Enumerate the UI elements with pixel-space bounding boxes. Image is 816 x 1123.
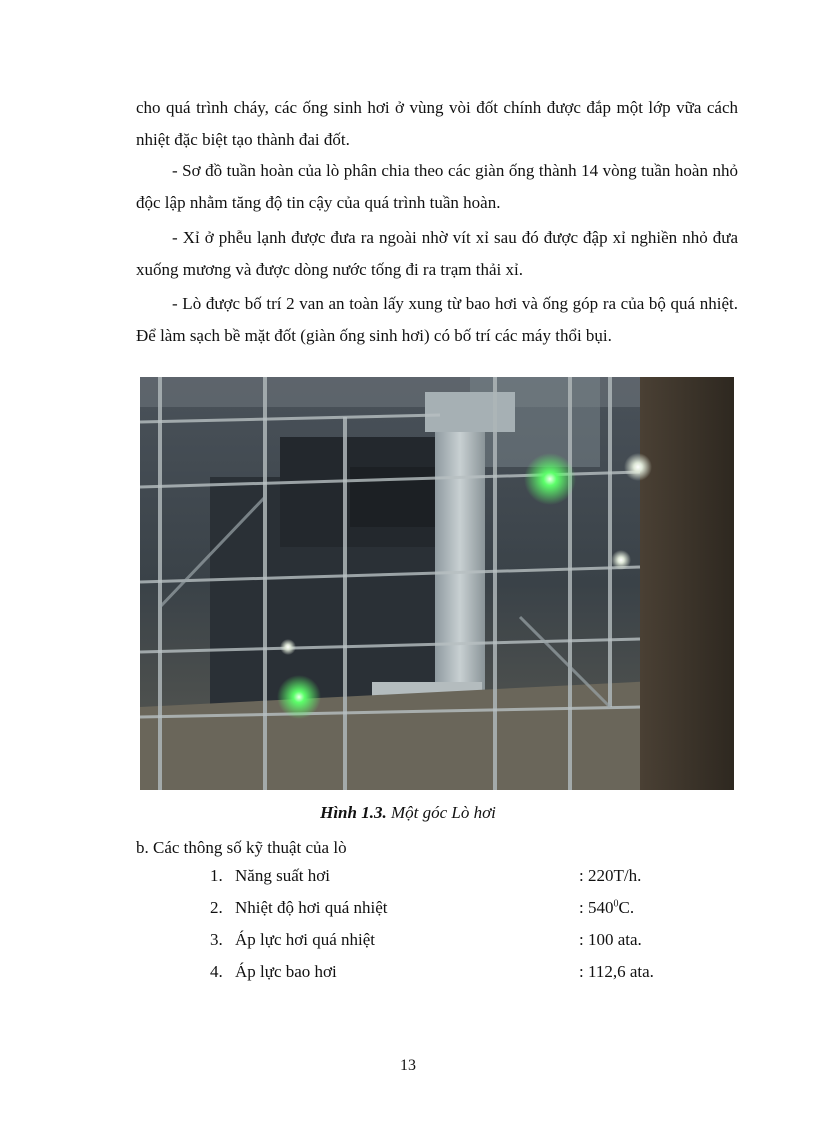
spec-name: Áp lực bao hơi xyxy=(235,962,337,981)
paragraph-slag: - Xỉ ở phễu lạnh được đưa ra ngoài nhờ vít xỉ sau đó được đập xỉ nghiền nhỏ đưa xuống mương và được dòng nước tống đi ra trạm thải xỉ. xyxy=(136,228,738,279)
spec-number: 4. xyxy=(210,962,223,981)
spec-value: : $540^0C$. xyxy=(579,898,635,917)
paragraph-circulation: - Sơ đồ tuần hoàn của lò phân chia theo các giàn ống thành 14 vòng tuần hoàn nhỏ độc lập nhằm tăng độ tin cậy của quá trình tuần hoàn. xyxy=(136,161,738,212)
spec-row xyxy=(0,866,816,898)
paragraph-continuation: cho quá trình cháy, các ống sinh hơi ở vùng vòi đốt chính được đắp một lớp vữa cách nhiệt đặc biệt tạo thành đai đốt. xyxy=(136,98,738,149)
paragraph-safety-valves: - Lò được bố trí 2 van an toàn lấy xung từ bao hơi và ống góp ra của bộ quá nhiệt. Để làm sạch bề mặt đốt (giàn ống sinh hơi) có bố trí các máy thổi bụi. xyxy=(136,294,738,345)
section-heading: b. Các thông số kỹ thuật của lò xyxy=(136,838,347,857)
spec-row xyxy=(0,898,816,930)
spec-row xyxy=(0,962,816,994)
spec-number: 2. xyxy=(210,898,223,917)
spec-name: Áp lực hơi quá nhiệt xyxy=(235,930,376,949)
spec-number: 1. xyxy=(210,866,223,885)
spec-name: Năng suất hơi xyxy=(235,866,330,885)
figure-label: Hình 1.3. xyxy=(320,803,387,822)
spec-name: Nhiệt độ hơi quá nhiệt xyxy=(235,898,388,917)
spec-number: 3. xyxy=(210,930,223,949)
spec-value: : 100 ata. xyxy=(579,930,642,949)
spec-row xyxy=(0,930,816,962)
page-number: 13 xyxy=(400,1057,416,1074)
figure-caption xyxy=(0,803,816,823)
spec-value: : 112,6 ata. xyxy=(579,962,654,981)
spec-value: : 220T/h. xyxy=(579,866,642,885)
figure-title: Một góc Lò hơi xyxy=(390,803,496,822)
boiler-photo xyxy=(140,377,734,790)
